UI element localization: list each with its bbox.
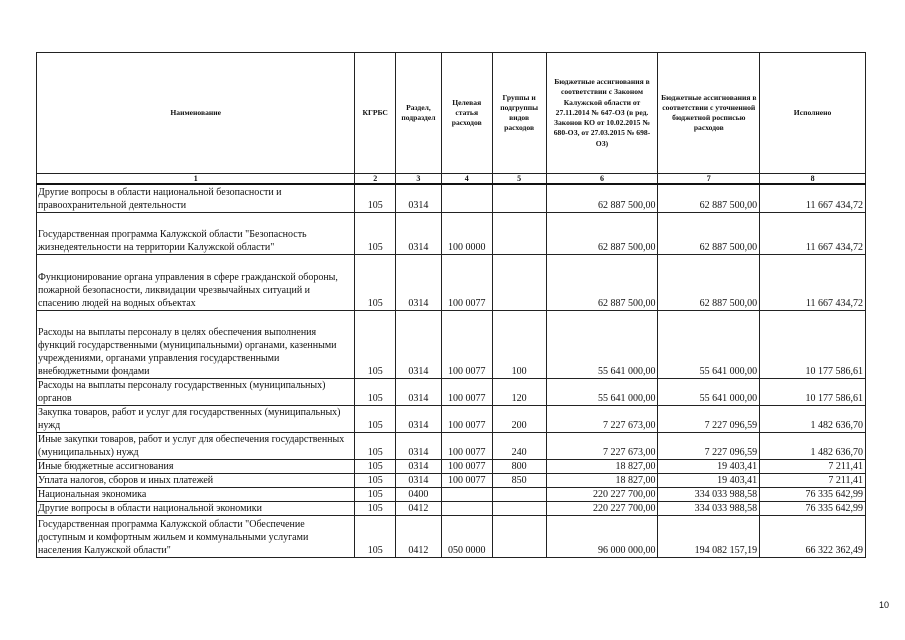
row-assign: 220 227 700,00 — [546, 487, 658, 501]
row-celevaya: 100 0077 — [441, 405, 492, 432]
row-vid — [492, 184, 546, 212]
row-celevaya: 050 0000 — [441, 515, 492, 557]
row-kgrbs: 105 — [355, 473, 396, 487]
row-assign: 62 887 500,00 — [546, 184, 658, 212]
row-utoch: 55 641 000,00 — [658, 378, 760, 405]
row-celevaya: 100 0077 — [441, 459, 492, 473]
row-utoch: 55 641 000,00 — [658, 310, 760, 378]
row-kgrbs: 105 — [355, 515, 396, 557]
row-kgrbs: 105 — [355, 310, 396, 378]
row-utoch: 62 887 500,00 — [658, 254, 760, 310]
row-razdel: 0412 — [396, 515, 442, 557]
row-razdel: 0314 — [396, 254, 442, 310]
row-razdel: 0314 — [396, 378, 442, 405]
row-vid: 850 — [492, 473, 546, 487]
row-ispoln: 11 667 434,72 — [760, 254, 866, 310]
table-row — [37, 473, 866, 487]
row-vid: 200 — [492, 405, 546, 432]
row-vid — [492, 515, 546, 557]
row-assign: 62 887 500,00 — [546, 212, 658, 254]
row-assign: 62 887 500,00 — [546, 254, 658, 310]
row-ispoln: 11 667 434,72 — [760, 212, 866, 254]
row-name: Расходы на выплаты персоналу государственных (муниципальных) органов — [37, 378, 355, 405]
row-razdel: 0400 — [396, 487, 442, 501]
header-vid: Группы и подгруппы видов расходов — [492, 53, 546, 174]
table-row — [37, 184, 866, 212]
column-number: 2 — [355, 174, 396, 185]
table-row — [37, 515, 866, 557]
row-vid — [492, 501, 546, 515]
header-assignments-refined: Бюджетные ассигнования в соответствии с уточненной бюджетной росписью расходов — [658, 53, 760, 174]
table-row — [37, 310, 866, 378]
row-kgrbs: 105 — [355, 254, 396, 310]
table-row — [37, 254, 866, 310]
row-utoch: 334 033 988,58 — [658, 501, 760, 515]
header-kgrbs: КГРБС — [355, 53, 396, 174]
row-celevaya: 100 0077 — [441, 473, 492, 487]
header-row — [37, 53, 866, 174]
row-kgrbs: 105 — [355, 378, 396, 405]
row-name: Государственная программа Калужской области "Безопасность жизнедеятельности на территории Калужской области" — [37, 212, 355, 254]
column-number: 3 — [396, 174, 442, 185]
row-assign: 96 000 000,00 — [546, 515, 658, 557]
row-kgrbs: 105 — [355, 432, 396, 459]
row-razdel: 0314 — [396, 405, 442, 432]
table-row — [37, 405, 866, 432]
row-ispoln: 1 482 636,70 — [760, 432, 866, 459]
header-executed: Исполнено — [760, 53, 866, 174]
row-assign: 220 227 700,00 — [546, 501, 658, 515]
row-ispoln: 76 335 642,99 — [760, 487, 866, 501]
row-assign: 7 227 673,00 — [546, 432, 658, 459]
row-assign: 55 641 000,00 — [546, 310, 658, 378]
row-kgrbs: 105 — [355, 487, 396, 501]
row-kgrbs: 105 — [355, 459, 396, 473]
table-row — [37, 487, 866, 501]
row-name: Уплата налогов, сборов и иных платежей — [37, 473, 355, 487]
row-name: Другие вопросы в области национальной экономики — [37, 501, 355, 515]
table-row — [37, 432, 866, 459]
row-kgrbs: 105 — [355, 501, 396, 515]
row-utoch: 7 227 096,59 — [658, 405, 760, 432]
row-assign: 18 827,00 — [546, 459, 658, 473]
table-row — [37, 212, 866, 254]
row-ispoln: 66 322 362,49 — [760, 515, 866, 557]
row-razdel: 0314 — [396, 184, 442, 212]
row-utoch: 19 403,41 — [658, 459, 760, 473]
row-name: Иные бюджетные ассигнования — [37, 459, 355, 473]
row-utoch: 7 227 096,59 — [658, 432, 760, 459]
header-celevaya: Целевая статья расходов — [441, 53, 492, 174]
row-assign: 18 827,00 — [546, 473, 658, 487]
row-name: Другие вопросы в области национальной безопасности и правоохранительной деятельности — [37, 184, 355, 212]
row-name: Государственная программа Калужской области "Обеспечение доступным и комфортным жильем и коммунальными услугами населения Калужской области" — [37, 515, 355, 557]
row-vid — [492, 487, 546, 501]
row-utoch: 62 887 500,00 — [658, 212, 760, 254]
row-celevaya: 100 0077 — [441, 378, 492, 405]
row-celevaya: 100 0077 — [441, 432, 492, 459]
row-vid — [492, 254, 546, 310]
row-celevaya — [441, 487, 492, 501]
row-utoch: 62 887 500,00 — [658, 184, 760, 212]
row-name: Закупка товаров, работ и услуг для государственных (муниципальных) нужд — [37, 405, 355, 432]
column-number: 8 — [760, 174, 866, 185]
row-assign: 55 641 000,00 — [546, 378, 658, 405]
row-ispoln: 11 667 434,72 — [760, 184, 866, 212]
row-ispoln: 10 177 586,61 — [760, 378, 866, 405]
row-kgrbs: 105 — [355, 184, 396, 212]
header-name: Наименование — [37, 53, 355, 174]
row-name: Функционирование органа управления в сфере гражданской обороны, пожарной безопасности, ликвидации чрезвычайных ситуаций и спасению людей на водных объектах — [37, 254, 355, 310]
row-vid — [492, 212, 546, 254]
row-utoch: 334 033 988,58 — [658, 487, 760, 501]
row-celevaya: 100 0000 — [441, 212, 492, 254]
budget-table — [36, 52, 866, 558]
row-name: Расходы на выплаты персоналу в целях обеспечения выполнения функций государственными (муниципальными) органами, казенными учреждениями, органами управления государственными внебюджетными фондами — [37, 310, 355, 378]
column-number: 7 — [658, 174, 760, 185]
row-vid: 100 — [492, 310, 546, 378]
row-ispoln: 10 177 586,61 — [760, 310, 866, 378]
column-number: 5 — [492, 174, 546, 185]
row-vid: 240 — [492, 432, 546, 459]
table-row — [37, 378, 866, 405]
column-number: 1 — [37, 174, 355, 185]
row-ispoln: 7 211,41 — [760, 473, 866, 487]
table-row — [37, 459, 866, 473]
row-vid: 800 — [492, 459, 546, 473]
row-ispoln: 76 335 642,99 — [760, 501, 866, 515]
row-assign: 7 227 673,00 — [546, 405, 658, 432]
header-razdel: Раздел, подраздел — [396, 53, 442, 174]
row-utoch: 19 403,41 — [658, 473, 760, 487]
column-number: 4 — [441, 174, 492, 185]
row-razdel: 0314 — [396, 473, 442, 487]
row-name: Иные закупки товаров, работ и услуг для обеспечения государственных (муниципальных) нужд — [37, 432, 355, 459]
row-razdel: 0314 — [396, 459, 442, 473]
row-celevaya — [441, 184, 492, 212]
row-razdel: 0314 — [396, 212, 442, 254]
row-kgrbs: 105 — [355, 405, 396, 432]
column-number-row — [37, 174, 866, 185]
row-vid: 120 — [492, 378, 546, 405]
row-celevaya: 100 0077 — [441, 310, 492, 378]
row-razdel: 0314 — [396, 310, 442, 378]
header-assignments-law: Бюджетные ассигнования в соответствии с Законом Калужской области от 27.11.2014 № 647-ОЗ (в ред. Законов КО от 10.02.2015 № 680-ОЗ, от 27.03.2015 № 698-ОЗ) — [546, 53, 658, 174]
row-kgrbs: 105 — [355, 212, 396, 254]
row-razdel: 0412 — [396, 501, 442, 515]
row-razdel: 0314 — [396, 432, 442, 459]
row-name: Национальная экономика — [37, 487, 355, 501]
row-ispoln: 1 482 636,70 — [760, 405, 866, 432]
row-celevaya: 100 0077 — [441, 254, 492, 310]
page-number: 10 — [878, 600, 889, 610]
row-utoch: 194 082 157,19 — [658, 515, 760, 557]
column-number: 6 — [546, 174, 658, 185]
row-ispoln: 7 211,41 — [760, 459, 866, 473]
table-row — [37, 501, 866, 515]
row-celevaya — [441, 501, 492, 515]
